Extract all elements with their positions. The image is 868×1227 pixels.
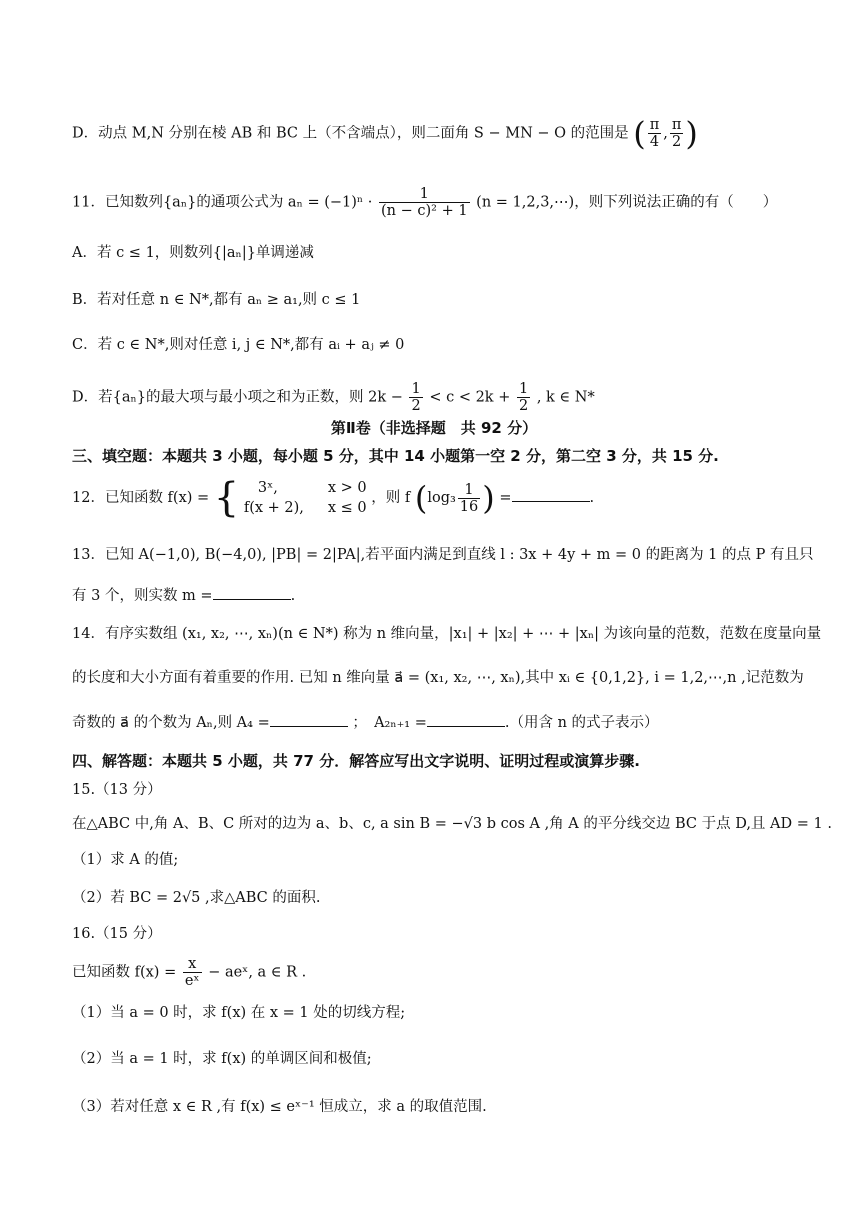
q11-d-c: , k ∈ N*	[536, 389, 595, 406]
q14-line-3-a: 奇数的 a⃗ 的个数为 Aₙ,则 A₄ =	[72, 715, 270, 731]
q15-part-2: （2）若 BC = 2√5 ,求△ABC 的面积.	[72, 890, 321, 906]
q12-brace: {	[213, 475, 240, 521]
q13-line-2-a: 有 3 个，则实数 m =	[72, 588, 213, 604]
q12-log: log₃	[427, 490, 456, 506]
q12-rparen: )	[482, 479, 495, 517]
q12-case-2: f(x + 2), x ≤ 0	[243, 500, 367, 516]
q13-line-1: 13．已知 A(−1,0), B(−4,0), |PB| = 2|PA|,若平面内满足到直线 l : 3x + 4y + m = 0 的距离为 1 的点 P 有且只	[72, 547, 814, 563]
q16-stem	[72, 956, 306, 989]
left-paren: (	[633, 114, 646, 153]
q11-option-d	[72, 381, 595, 414]
q16-part-1: （1）当 a = 0 时，求 f(x) 在 x = 1 处的切线方程;	[72, 1005, 406, 1021]
q13-line-2	[72, 585, 295, 606]
q11-frac: $\frac{1}{\text{(n − c)² + 1}}$	[381, 186, 468, 219]
q16-head: 16.（15 分）	[72, 926, 162, 942]
q11-d-half-1: $\frac{1}{2}$	[411, 381, 421, 414]
q12-cases	[244, 478, 367, 518]
q11-stem-a: 11．已知数列{aₙ}的通项公式为 aₙ = (−1)ⁿ ·	[72, 194, 373, 211]
q11-d-half-2: $\frac{1}{2}$	[518, 381, 529, 414]
q11-option-b: B．若对任意 n ∈ N*,都有 aₙ ≥ a₁,则 c ≤ 1	[72, 292, 361, 308]
q12-lparen: (	[414, 479, 428, 517]
q11-d-b: < c < 2k +	[429, 389, 511, 406]
q10-option-d-text: D．动点 M,N 分别在棱 AB 和 BC 上（不含端点），则二面角 S − MN − O 的范围是	[72, 125, 629, 142]
q12-lead: 12．已知函数 f(x) =	[72, 490, 210, 506]
right-paren: )	[685, 114, 698, 153]
q16-frac: $\frac{x}{\text{eˣ}}$	[184, 956, 200, 989]
q14-line-3	[72, 712, 659, 733]
q13-answer-blank[interactable]	[213, 585, 291, 600]
q12-answer-blank[interactable]	[512, 487, 590, 502]
q16-stem-a: 已知函数 f(x) =	[72, 964, 177, 981]
q12-case-1: 3ˣ, x > 0	[257, 480, 367, 496]
q16-part-2: （2）当 a = 1 时，求 f(x) 的单调区间和极值;	[72, 1051, 372, 1067]
q11-d-a: D．若{aₙ}的最大项与最小项之和为正数，则 2k −	[72, 389, 403, 406]
q11-stem	[72, 186, 777, 219]
q15-part-1: （1）求 A 的值;	[72, 852, 179, 868]
q15-stem: 在△ABC 中,角 A、B、C 所对的边为 a、b、c, a sin B = −√3 b cos A ,角 A 的平分线交边 BC 于点 D,且 AD = 1 .	[72, 816, 832, 832]
q13-line-2-b: .	[290, 588, 296, 604]
sec4-title: 四、解答题：本题共 5 小题，共 77 分．解答应写出文字说明、证明过程或演算步骤.	[72, 752, 640, 770]
q12-end: .	[589, 490, 595, 506]
q14-line-3-b: ； A₂ₙ₊₁ =	[352, 715, 427, 731]
sec3-title: 三、填空题：本题共 3 小题，每小题 5 分，其中 14 小题第一空 2 分，第二空 3 分，共 15 分.	[72, 447, 719, 465]
q12-log-frac: $\frac{1}{16}$	[459, 481, 479, 515]
q11-stem-b: (n = 1,2,3,⋯)，则下列说法正确的有（ ）	[476, 194, 778, 211]
q12-tail: =	[499, 490, 512, 506]
q11-option-c: C．若 c ∈ N*,则对任意 i, j ∈ N*,都有 aᵢ + aⱼ ≠ 0	[72, 337, 405, 353]
q14-answer-blank-2[interactable]	[427, 712, 505, 727]
range-frac-1: $\frac{\pi}{4}$	[649, 117, 660, 150]
q16-part-3: （3）若对任意 x ∈ R ,有 f(x) ≤ eˣ⁻¹ 恒成立，求 a 的取值范围.	[72, 1099, 487, 1115]
q11-option-a: A．若 c ≤ 1，则数列{|aₙ|}单调递减	[72, 245, 314, 261]
q14-line-1: 14．有序实数组 (x₁, x₂, ⋯, xₙ)(n ∈ N*) 称为 n 维向量，|x₁| + |x₂| + ⋯ + |xₙ| 为该向量的范数，范数在度量向量	[72, 626, 822, 642]
range-frac-2: $\frac{\pi}{2}$	[671, 117, 682, 150]
part2-title: 第Ⅱ卷（非选择题 共 92 分）	[330, 419, 538, 437]
q10-option-d: D．动点 M,N 分别在棱 AB 和 BC 上（不含端点），则二面角 S − MN − O 的范围是 ( $\frac{\pi}{4}$ , $\frac{\pi}{2}$ )	[72, 114, 698, 153]
q12	[72, 475, 595, 521]
q14-answer-blank-1[interactable]	[270, 712, 348, 727]
q12-mid: ，则 f	[371, 490, 411, 506]
q14-line-2: 的长度和大小方面有着重要的作用. 已知 n 维向量 a⃗ = (x₁, x₂, ⋯, xₙ),其中 xᵢ ∈ {0,1,2}, i = 1,2,⋯,n ,记范数为	[72, 670, 804, 686]
q14-line-3-c: .（用含 n 的式子表示）	[504, 715, 659, 731]
q16-stem-b: − aeˣ, a ∈ R .	[208, 964, 307, 981]
q15-head: 15.（13 分）	[72, 782, 162, 798]
